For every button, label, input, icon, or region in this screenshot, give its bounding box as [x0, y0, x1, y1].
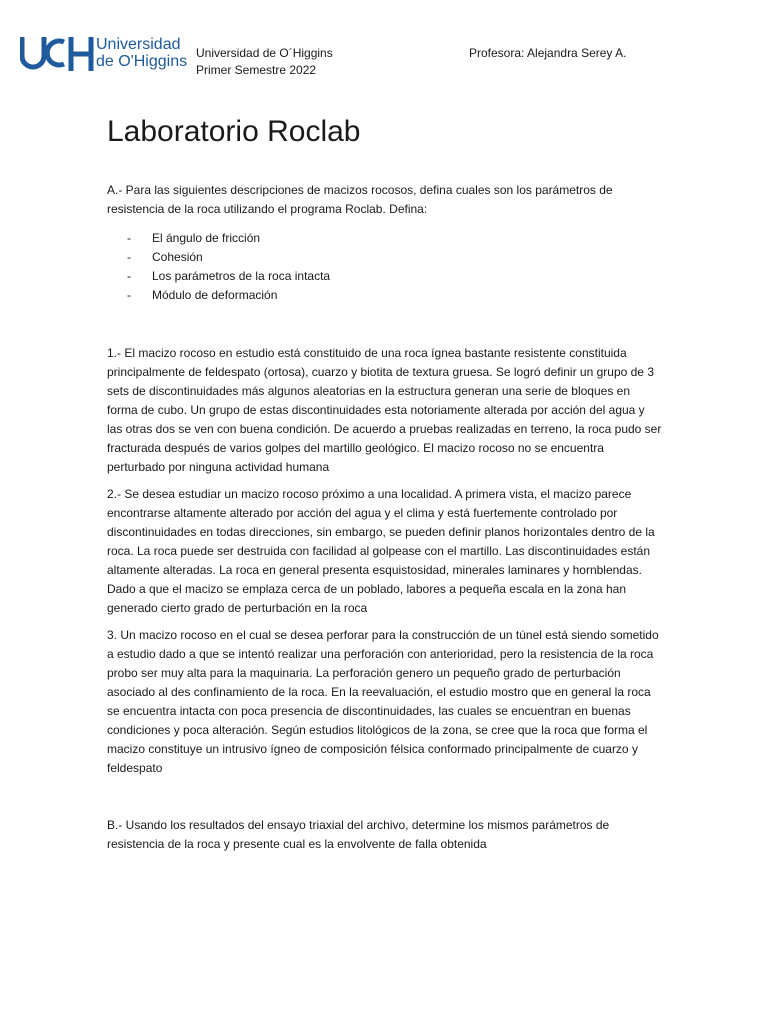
- list-item-label: El ángulo de fricción: [152, 231, 261, 245]
- header-institution: [196, 45, 333, 79]
- list-item-label: Módulo de deformación: [152, 288, 278, 302]
- header-semester: Primer Semestre 2022: [196, 63, 317, 77]
- list-item-label: Cohesión: [152, 250, 203, 264]
- case-1-text: 1.- El macizo rocoso en estudio está constituido de una roca ígnea bastante resistente constituida principalmente de feldespato (ortosa), cuarzo y biotita de textura gruesa. Se logró definir un grupo de 3 sets de discontinuidades más algunos aleatorias en la estructura generan una serie de bloques en forma de cubo. Un grupo de estas discontinuidades esta notoriamente alterada por acción del agua y las otras dos se ven con buena condición. De acuerdo a pruebas realizadas en terreno, la roca pudo ser fracturada después de varios golpes del martillo geológico. El macizo rocoso no se encuentra perturbado por ninguna actividad humana: [107, 346, 662, 474]
- page-header: [20, 34, 748, 84]
- logo-name-line1: Universidad: [96, 36, 181, 53]
- parameters-list: [127, 229, 527, 305]
- bullet-dash: -: [127, 231, 131, 245]
- logo-name-line2: de O'Higgins: [96, 53, 188, 70]
- section-b-text: B.- Usando los resultados del ensayo triaxial del archivo, determine los mismos parámetros de resistencia de la roca y presente cual es la envolvente de falla obtenida: [107, 818, 610, 851]
- header-professor: Profesora: Alejandra Serey A.: [469, 46, 627, 60]
- uoh-logo-mark: [20, 34, 96, 74]
- bullet-dash: -: [127, 250, 131, 264]
- section-a-text: A.- Para las siguientes descripciones de macizos rocosos, defina cuales son los parámetros de resistencia de la roca utilizando el programa Roclab. Defina:: [107, 183, 613, 216]
- logo-wordmark: [96, 36, 187, 70]
- list-item-label: Los parámetros de la roca intacta: [152, 269, 331, 283]
- case-1: [107, 344, 663, 477]
- list-item: [127, 229, 527, 248]
- section-b: [107, 816, 663, 854]
- bullet-dash: -: [127, 288, 131, 302]
- case-3-text: 3. Un macizo rocoso en el cual se desea perforar para la construcción de un túnel está siendo sometido a estudio dado a que se intentó realizar una perforación con anterioridad, pero la resistencia de la roca probo ser muy alta para la maquinaria. La perforación genero un pequeño grado de perturbación asociado al des confinamiento de la roca. En la reevaluación, el estudio mostro que en general la roca se encuentra intacta con poca presencia de discontinuidades, las cuales se encuentran en buenas condiciones y poca alteración. Según estudios litológicos de la zona, se cree que la roca que forma el macizo constituye un intrusivo ígneo de composición félsica conformado principalmente de cuarzo y feldespato: [107, 628, 659, 775]
- page-title: Laboratorio Roclab: [107, 115, 361, 148]
- university-logo: [20, 34, 192, 74]
- header-university-name: Universidad de O´Higgins: [196, 46, 333, 60]
- case-2: [107, 485, 663, 618]
- case-3: [107, 626, 663, 778]
- list-item: [127, 248, 527, 267]
- list-item: [127, 286, 527, 305]
- list-item: [127, 267, 527, 286]
- section-a-intro: [107, 181, 663, 219]
- case-2-text: 2.- Se desea estudiar un macizo rocoso próximo a una localidad. A primera vista, el macizo parece encontrarse altamente alterado por acción del agua y el clima y está fuertemente controlado por discontinuidades en todas direcciones, sin embargo, se pueden definir planos horizontales dentro de la roca. La roca puede ser destruida con facilidad al golpease con el martillo. Las discontinuidades están altamente alteradas. La roca en general presenta esquistosidad, minerales laminares y hornblendas. Dado a que el macizo se emplaza cerca de un poblado, labores a pequeña escala en la zona han generado cierto grado de perturbación en la roca: [107, 487, 655, 615]
- bullet-dash: -: [127, 269, 131, 283]
